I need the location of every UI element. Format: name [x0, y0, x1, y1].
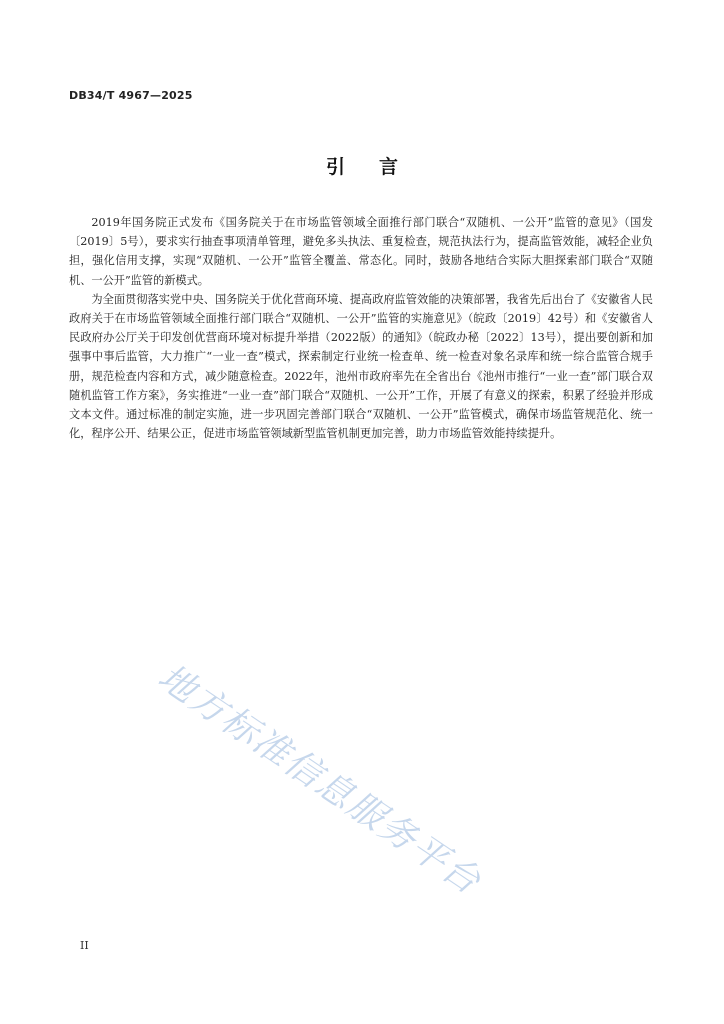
- document-code: DB34/T 4967—2025: [69, 89, 193, 102]
- body-text: [69, 213, 653, 443]
- page-number: II: [80, 939, 89, 952]
- paragraph-2: 为全面贯彻落实党中央、国务院关于优化营商环境、提高政府监管效能的决策部署，我省先后出台了《安徽省人民政府关于在市场监管领域全面推行部门联合“双随机、一公开”监管的实施意见》（皖政〔2019〕42号）和《安徽省人民政府办公厅关于印发创优营商环境对标提升举措（2022版）的通知》（皖政办秘〔2022〕13号），提出要创新和加强事中事后监管，大力推广“一业一查”模式，探索制定行业统一检查单、统一检查对象名录库和统一综合监管合规手册，规范检查内容和方式，减少随意检查。2022年，池州市政府率先在全省出台《池州市推行“一业一查”部门联合双随机监管工作方案》，务实推进“一业一查”部门联合“双随机、一公开”工作，开展了有意义的探索，积累了经验并形成文本文件。通过标准的制定实施，进一步巩固完善部门联合“双随机、一公开”监管模式，确保市场监管规范化、统一化，程序公开、结果公正，促进市场监管领域新型监管机制更加完善，助力市场监管效能持续提升。: [69, 292, 653, 441]
- paragraph-1: 2019年国务院正式发布《国务院关于在市场监管领域全面推行部门联合“双随机、一公开”监管的意见》（国发〔2019〕5号），要求实行抽查事项清单管理，避免多头执法、重复检查，规范执法行为，提高监管效能，减轻企业负担，强化信用支撑，实现“双随机、一公开”监管全覆盖、常态化。同时，鼓励各地结合实际大胆探索部门联合“双随机、一公开”监管的新模式。: [69, 216, 653, 287]
- page-title: 引言: [325, 156, 432, 178]
- watermark: 地方标准信息服务平台: [150, 656, 489, 904]
